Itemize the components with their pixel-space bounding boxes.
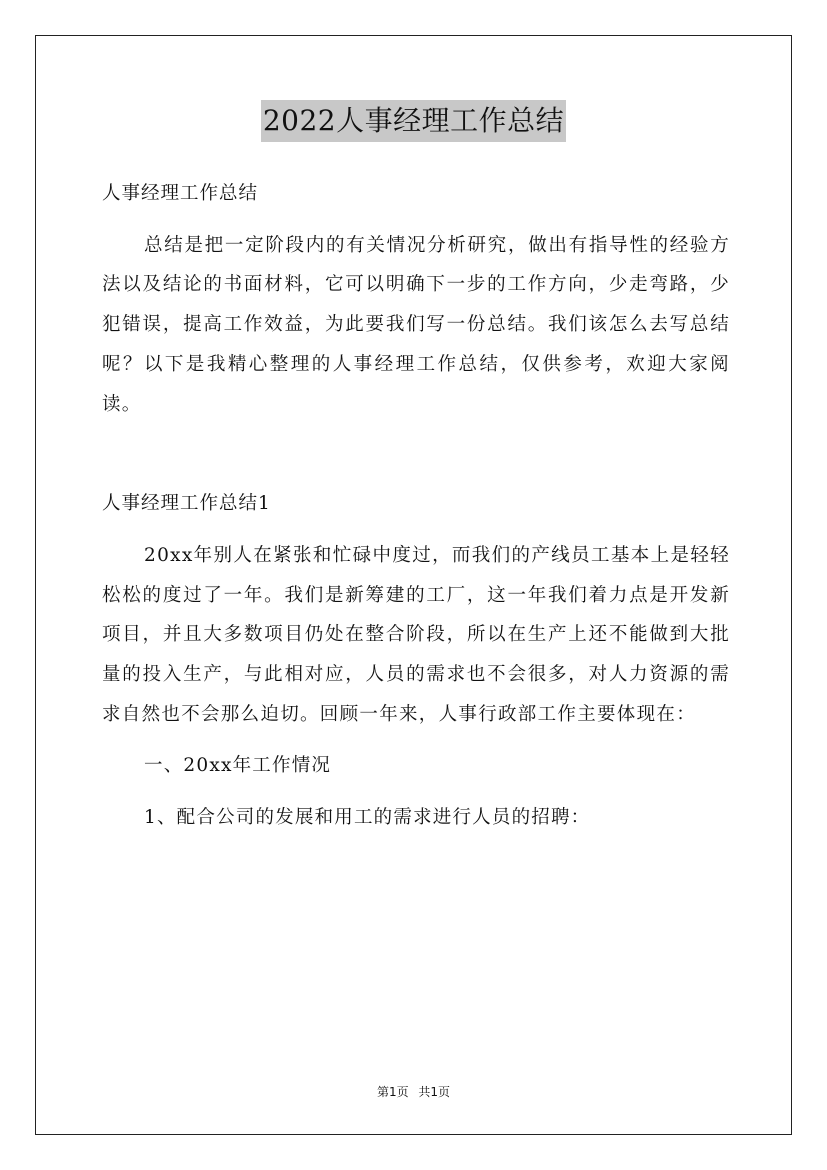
list-item: 1、配合公司的发展和用工的需求进行人员的招聘： (144, 807, 591, 829)
page-footer (0, 1083, 827, 1100)
spacer (102, 786, 730, 798)
page-total: 共1页 (418, 1085, 451, 1099)
page-number: 第1页 (376, 1085, 409, 1099)
spacer (102, 424, 730, 484)
list-heading: 一、20xx年工作情况 (144, 755, 332, 777)
section-paragraph: 20xx年别人在紧张和忙碌中度过，而我们的产线员工基本上是轻轻松松的度过了一年。我们是新筹建的工厂，这一年我们着力点是开发新项目，并且大多数项目仍处在整合阶段，所以在生产上还不能做到大批量的投入生产，与此相对应，人员的需求也不会很多，对人力资源的需求自然也不会那么迫切。回顾一年来，人事行政部工作主要体现在： (102, 544, 730, 725)
spacer (102, 214, 730, 226)
spacer (102, 734, 730, 746)
title-container (0, 100, 827, 142)
intro-paragraph: 总结是把一定阶段内的有关情况分析研究，做出有指导性的经验方法以及结论的书面材料，它可以明确下一步的工作方向，少走弯路，少犯错误，提高工作效益，为此要我们写一份总结。我们该怎么去写总结呢？以下是我精心整理的人事经理工作总结，仅供参考，欢迎大家阅读。 (102, 234, 730, 415)
spacer (102, 524, 730, 536)
document-body (102, 174, 730, 838)
subtitle: 人事经理工作总结 (102, 183, 259, 204)
document-title: 2022人事经理工作总结 (261, 100, 566, 142)
section-heading: 人事经理工作总结1 (102, 493, 271, 515)
